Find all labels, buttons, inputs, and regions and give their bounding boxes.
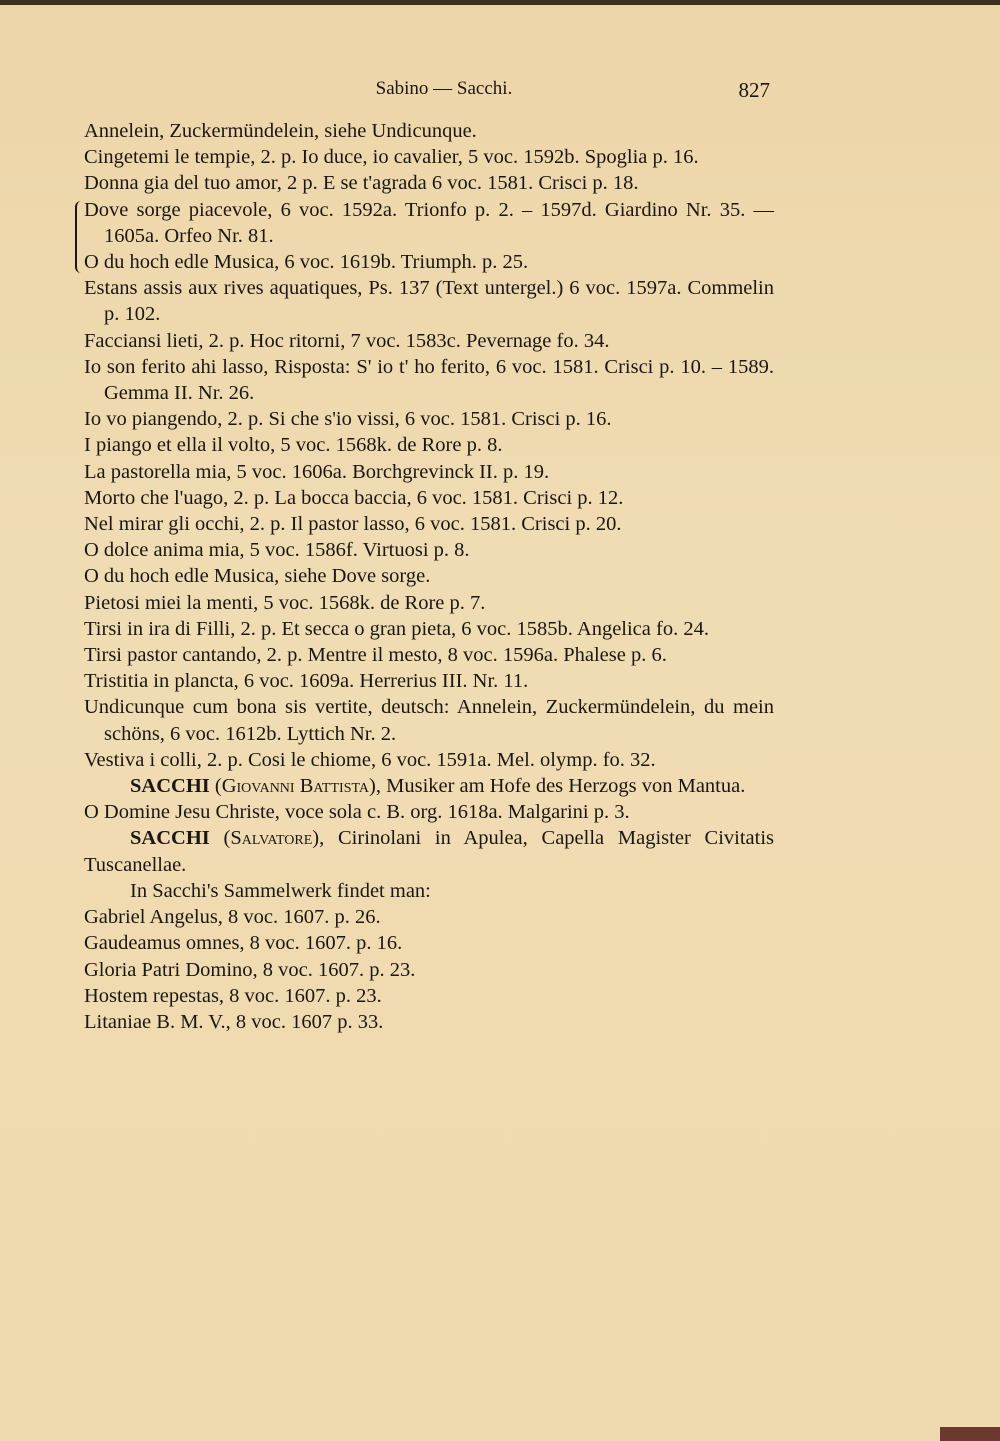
- composer-given-name: (Salvatore),: [223, 827, 325, 850]
- entry-line: Annelein, Zuckermündelein, siehe Undicunque.: [84, 120, 477, 142]
- entry-line: O du hoch edle Musica, 6 voc. 1619b. Triumph. p. 25.: [84, 251, 529, 274]
- composer-name: SACCHI: [130, 775, 210, 798]
- entry-line: La pastorella mia, 5 voc. 1606a. Borchgrevinck II. p. 19.: [84, 460, 550, 483]
- entry-line: Nel mirar gli occhi, 2. p. Il pastor lasso, 6 voc. 1581. Crisci p. 20.: [84, 513, 622, 536]
- entry-line: Tristitia in plancta, 6 voc. 1609a. Herrerius III. Nr. 11.: [84, 670, 529, 693]
- entry-list-c: [84, 799, 774, 825]
- page-header: [84, 78, 770, 104]
- composer-name: SACCHI: [130, 827, 210, 850]
- entry-line: Litaniae B. M. V., 8 voc. 1607 p. 33.: [84, 1010, 384, 1033]
- entry-list-d: [84, 904, 774, 1035]
- entry-line: Pietosi miei la menti, 5 voc. 1568k. de Rore p. 7.: [84, 591, 486, 614]
- entry-list-a: [84, 118, 774, 197]
- entry-line: O du hoch edle Musica, siehe Dove sorge.: [84, 565, 431, 588]
- composer-description: Musiker am Hofe des Herzogs von Mantua.: [380, 775, 746, 798]
- entry-line: Hostem repestas, 8 voc. 1607. p. 23.: [84, 984, 382, 1007]
- running-head: Sabino — Sacchi.: [375, 78, 513, 99]
- body-text: [84, 118, 774, 1035]
- entry-line: Facciansi lieti, 2. p. Hoc ritorni, 7 voc. 1583c. Pevernage fo. 34.: [84, 329, 610, 352]
- entry-line: O dolce anima mia, 5 voc. 1586f. Virtuosi p. 8.: [84, 539, 470, 562]
- entry-line: Undicunque cum bona sis vertite, deutsch: Annelein, Zuckermündelein, du mein schöns, 6 voc. 1612b. Lyttich Nr. 2.: [84, 696, 774, 745]
- entry-line: Morto che l'uago, 2. p. La bocca baccia, 6 voc. 1581. Crisci p. 12.: [84, 486, 624, 509]
- entry-line: Gabriel Angelus, 8 voc. 1607. p. 26.: [84, 906, 381, 929]
- brace-group: [84, 197, 774, 276]
- entry-line: Tirsi in ira di Filli, 2. p. Et secca o gran pieta, 6 voc. 1585b. Angelica fo. 24.: [84, 617, 709, 640]
- entry-line: Dove sorge piacevole, 6 voc. 1592a. Trionfo p. 2. – 1597d. Giardino Nr. 35. — 1605a. Orfeo Nr. 81.: [84, 198, 774, 247]
- composer-description: Cirinolani in Apulea, Capella Magister Civitatis Tuscanellae.: [84, 827, 775, 876]
- collection-intro: In Sacchi's Sammelwerk findet man:: [130, 879, 431, 902]
- entry-line: I piango et ella il volto, 5 voc. 1568k. de Rore p. 8.: [84, 434, 503, 457]
- entry-line: Cingetemi le tempie, 2. p. Io duce, io cavalier, 5 voc. 1592b. Spoglia p. 16.: [84, 146, 699, 169]
- composer-heading-giovanni: [84, 773, 774, 799]
- entry-line: Gaudeamus omnes, 8 voc. 1607. p. 16.: [84, 932, 403, 955]
- composer-heading-salvatore: [84, 825, 774, 877]
- entry-line: Io son ferito ahi lasso, Risposta: S' io t' ho ferito, 6 voc. 1581. Crisci p. 10. – 1589. Gemma II. Nr. 26.: [84, 355, 774, 405]
- entry-line: O Domine Jesu Christe, voce sola c. B. org. 1618a. Malgarini p. 3.: [84, 801, 630, 824]
- entry-line: Io vo piangendo, 2. p. Si che s'io vissi, 6 voc. 1581. Crisci p. 16.: [84, 408, 612, 431]
- entry-line: Tirsi pastor cantando, 2. p. Mentre il mesto, 8 voc. 1596a. Phalese p. 6.: [84, 644, 667, 667]
- page-number: 827: [738, 78, 770, 102]
- entry-list-b: [84, 275, 774, 773]
- entry-list-brace: [84, 197, 774, 276]
- entry-line: Gloria Patri Domino, 8 voc. 1607. p. 23.: [84, 958, 416, 981]
- entry-line: Vestiva i colli, 2. p. Cosi le chiome, 6 voc. 1591a. Mel. olymp. fo. 32.: [84, 748, 656, 771]
- entry-line: Estans assis aux rives aquatiques, Ps. 137 (Text untergel.) 6 voc. 1597a. Commelin p. 102.: [84, 277, 774, 326]
- composer-given-name: (Giovanni Battista),: [214, 775, 381, 798]
- entry-line: Donna gia del tuo amor, 2 p. E se t'agrada 6 voc. 1581. Crisci p. 18.: [84, 172, 639, 195]
- top-rule: [0, 0, 1000, 5]
- page-edge-mark: [940, 1427, 1000, 1441]
- brace-mark: [75, 201, 83, 273]
